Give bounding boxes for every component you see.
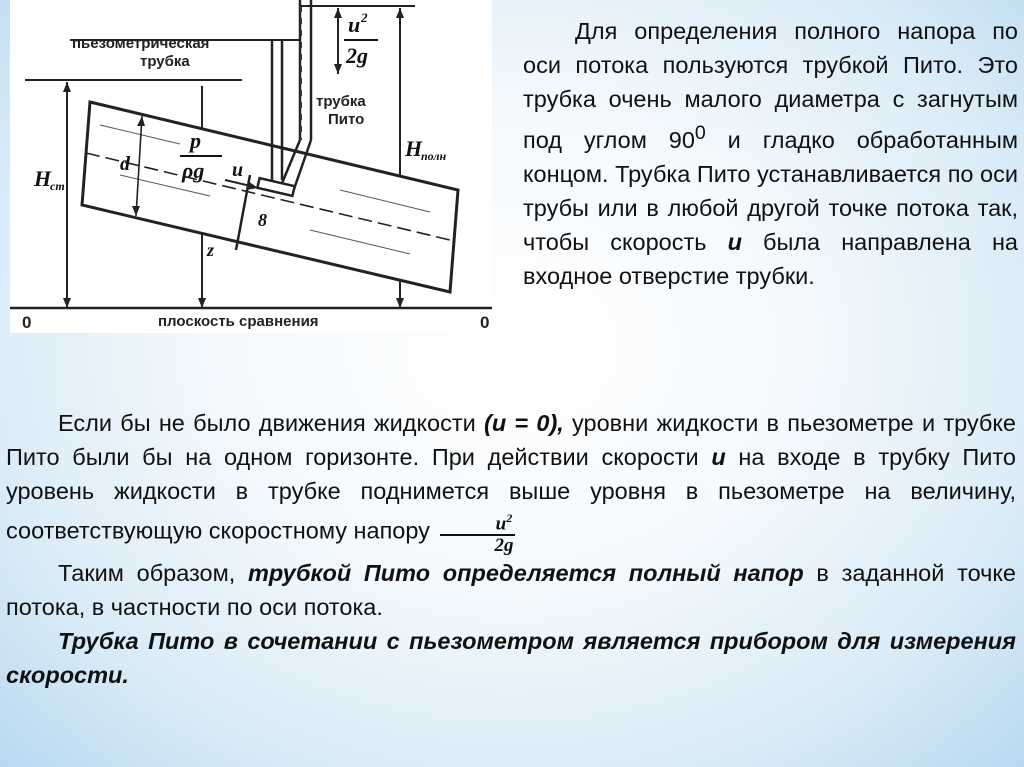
d-label: d (120, 153, 130, 175)
pitot-description-part2: и гладко обработанным концом. Трубка Пито устанавливается по оси трубы или в любой другой точке потока так, чтобы скорость (523, 126, 1018, 255)
p3-text-1: Таким образом, (58, 560, 248, 587)
velocity-symbol: u (727, 228, 742, 255)
paragraph-conclusion (6, 556, 1016, 624)
piezometer-label-1: пьезометрическая (72, 35, 210, 52)
p3-text-2: в заданной точке потока, в частности по оси потока. (6, 560, 1016, 621)
fraction-denominator: 2g (494, 535, 514, 557)
main-text (6, 406, 1016, 692)
paragraph-no-motion (6, 406, 1016, 556)
pressure-num: p (190, 128, 201, 153)
h-st-main: H (34, 166, 52, 191)
pitot-description (523, 14, 1018, 293)
velocity-head-den: 2g (346, 43, 368, 68)
velocity-symbol-2: u (711, 444, 726, 470)
zero-right: 0 (480, 313, 490, 332)
u-label: u (232, 159, 244, 181)
p3-emphasis: трубкой Пито определяется полный напор (248, 560, 804, 587)
fraction-exponent: 2 (506, 511, 513, 525)
pitot-description-part1: Для определения полного напора по оси потока пользуются трубкой Пито. Это трубка очень малого диаметра с загнутым под углом 90 (523, 18, 1018, 153)
pitot-label-2: Пито (328, 111, 365, 128)
h-full-main: H (405, 136, 423, 161)
piezometer-label-2: трубка (140, 53, 190, 70)
diagram-svg (10, 0, 492, 333)
pitot-description-part3: была направлена на входное отверстие трубки. (523, 228, 1018, 289)
p2-text-3: на входе в трубку Пито уровень жидкости в трубке поднимется выше уровня в пьезометре на величину, соответствующую скоростному напору (6, 444, 1016, 544)
plane-label: плоскость сравнения (158, 313, 319, 330)
h-st-sub: ст (50, 179, 65, 193)
p2-text-1: Если бы не было движения жидкости (58, 410, 484, 436)
velocity-head-num: u (348, 12, 361, 37)
pitot-label-1: трубка (316, 93, 366, 110)
pitot-tube-diagram (10, 0, 492, 333)
fraction-numerator: u (495, 513, 507, 535)
pressure-den: ρg (182, 158, 205, 183)
h-full-sub: полн (421, 149, 447, 163)
paragraph-summary: Трубка Пито в сочетании с пьезометром является прибором для измерения скорости. (6, 628, 1016, 689)
zero-velocity-condition: (u = 0), (484, 410, 564, 436)
point-label: 8 (258, 210, 267, 230)
zero-left: 0 (22, 313, 32, 332)
degree-superscript: 0 (694, 122, 706, 144)
z-label: z (207, 240, 215, 260)
p2-text-2: уровни жидкости в пьезометре и трубке Пито были бы на одном горизонте. При действии скорости (6, 410, 1016, 470)
velocity-head-exp: 2 (361, 10, 368, 25)
velocity-head-fraction (440, 508, 515, 556)
